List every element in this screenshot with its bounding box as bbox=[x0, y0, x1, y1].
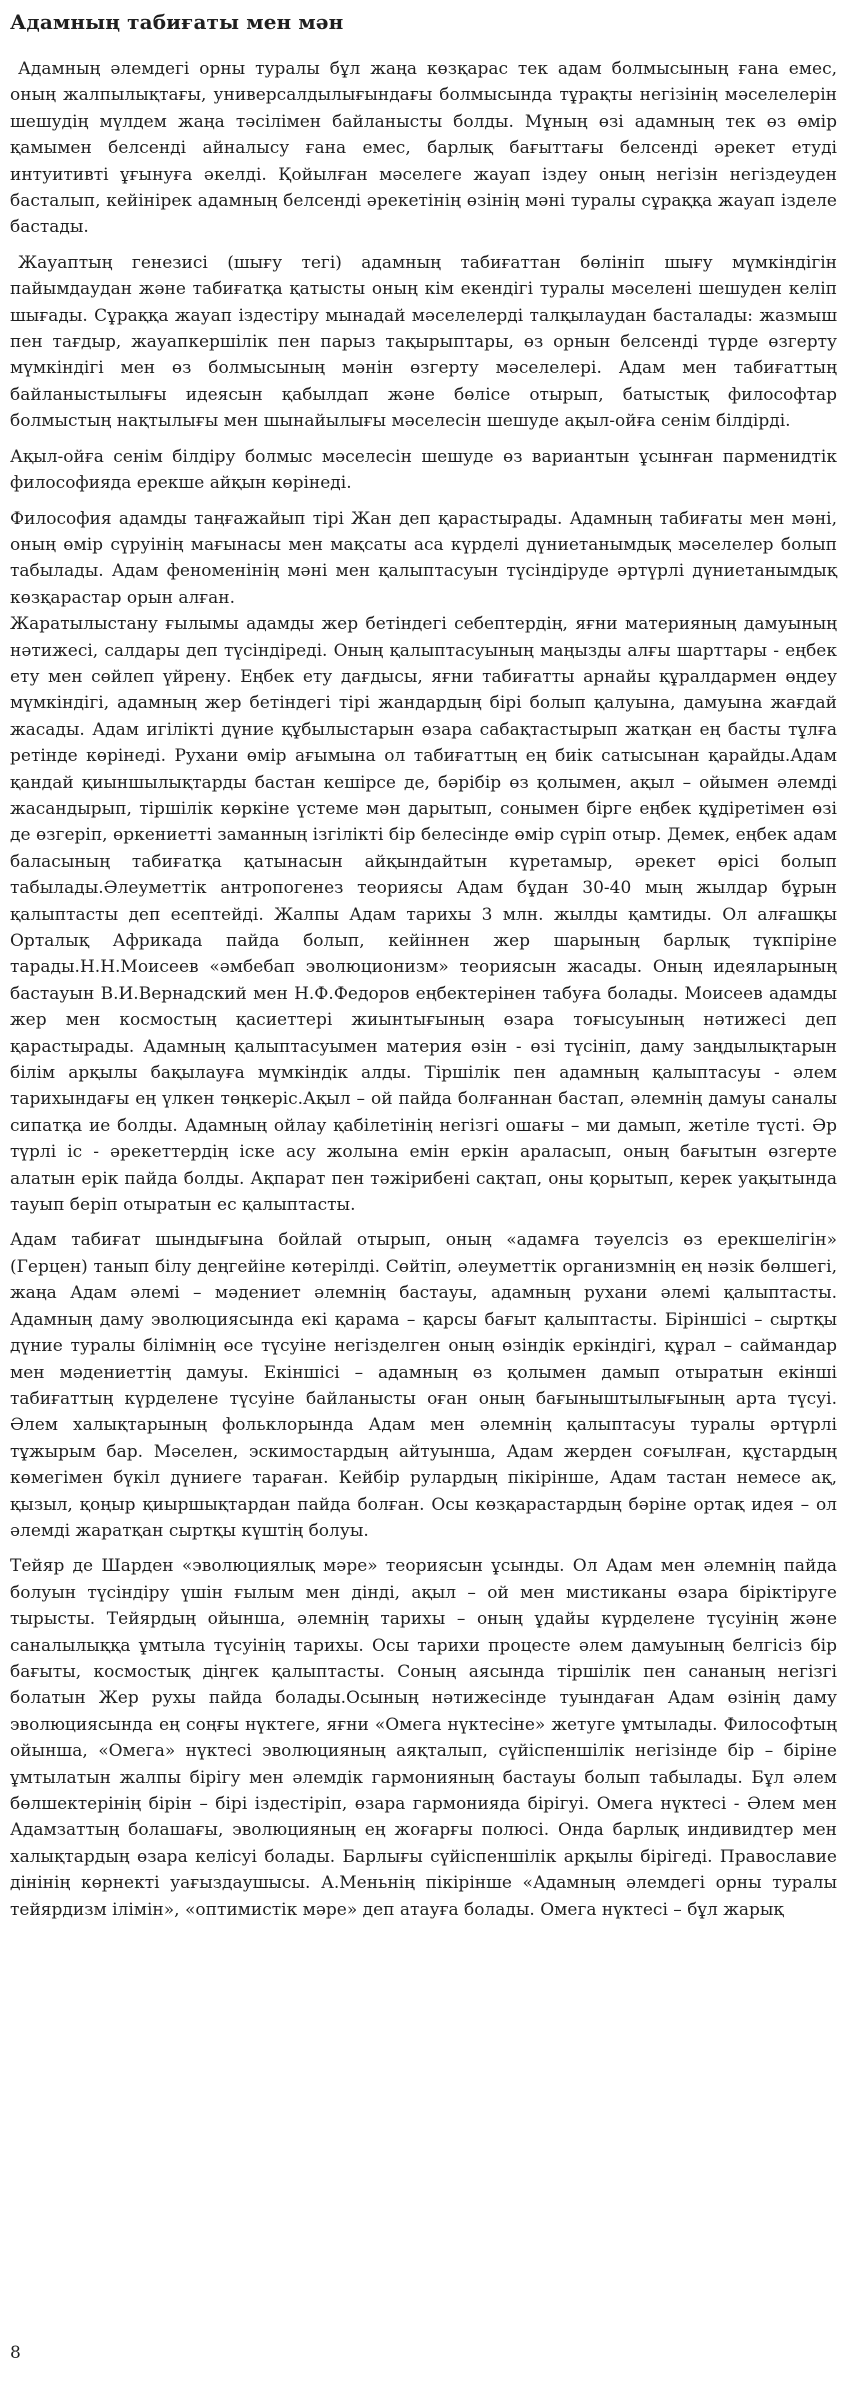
paragraph-6: Адам табиғат шындығына бойлай отырып, оның «адамға тәуелсіз өз ерекшелігін» (Герцен) танып білу деңгейіне көтерілді. Сөйтіп, әлеуметтік организмнің ең нәзік бөлшегі, жаңа Адам әлемі – мәдениет әлемнің бастауы, адамның рухани әлемі қалыптасты. Адамның даму эволюциясында екі қарама – қарсы бағыт қалыптасты. Біріншісі – сыртқы дүние туралы білімнің өсе түсуіне негізделген оның өзіндік еркіндігі, құрал – саймандар мен мәдениеттің дамуы. Екіншісі – адамның өз қолымен дамып отыратын екінші табиғаттың күрделене түсуіне байланысты оған оның бағыныштылығының арта түсуі. Әлем халықтарының фольклорында Адам мен әлемнің қалыптасуы туралы әртүрлі тұжырым бар. Мәселен, эскимостардың айтуынша, Адам жерден соғылған, құстардың көмегімен бүкіл дүниеге тараған. Кейбір рулардың пікірінше, Адам тастан немесе ақ, қызыл, қоңыр қиыршықтардан пайда болған. Осы көзқарастардың бәріне ортақ идея – ол әлемді жаратқан сыртқы күштің болуы. bbox=[10, 1230, 837, 1541]
document-title: Адамның табиғаты мен мән bbox=[10, 10, 344, 34]
page-number: 8 bbox=[10, 2343, 21, 2363]
paragraph-7: Тейяр де Шарден «эволюциялық мәре» теориясын ұсынды. Ол Адам мен әлемнің пайда болуын түсіндіру үшін ғылым мен дінді, ақыл – ой мен мистиканы өзара біріктіруге тырысты. Тейярдың ойынша, әлемнің тарихы – оның ұдайы күрделене түсуінің және саналылыққа ұмтыла түсуінің тарихы. Осы тарихи процесте әлем дамуының белгісіз бір бағыты, космостық діңгек қалыптасты. Соның аясында тіршілік пен сананың негізгі болатын Жер рухы пайда болады.Осының нәтижесінде туындаған Адам өзінің даму эволюциясында ең соңғы нүктеге, яғни «Омега нүктесіне» жетуге ұмтылады. Философтың ойынша, «Омега» нүктесі эволюцияның аяқталып, сүйіспеншілік негізінде бір – біріне ұмтылатын жалпы бірігу мен әлемдік гармонияның бастауы болып табылады. Бұл әлем бөлшектерінің бірін – бірі іздестіріп, өзара гармонияда бірігуі. Омега нүктесі - Әлем мен Адамзаттың болашағы, эволюцияның ең жоғарғы полюсі. Онда барлық индивидтер мен халықтардың өзара келісуі болады. Барлығы сүйіспеншілік арқылы бірігеді. Православие дінінің көрнекті уағыздаушысы. А.Меньнің пікірінше «Адамның әлемдегі орны туралы тейярдизм ілімін», «оптимистік мәре» деп атауға болады. Омега нүктесі – бұл жарық bbox=[10, 1556, 837, 1920]
paragraph-5: Жаратылыстану ғылымы адамды жер бетіндегі себептердің, яғни материяның дамуының нәтижесі, салдары деп түсіндіреді. Оның қалыптасуының маңызды алғы шарттары - еңбек ету мен сөйлеп үйрену. Еңбек ету дағдысы, яғни табиғатты арнайы құралдармен өңдеу мүмкіндігі, адамның жер бетіндегі тірі жандардың бірі болып қалуына, дамуына жағдай жасады. Адам игілікті дүние құбылыстарын өзара сабақтастырып жатқан ең басты тұлға ретінде көрінеді. Рухани өмір ағымына ол табиғаттың ең биік сатысынан қарайды.Адам қандай қиыншылықтарды бастан кешірсе де, бәрібір өз қолымен, ақыл – ойымен әлемді жасандырып, тіршілік көркіне үстеме мән дарытып, сонымен бірге еңбек құдіретімен өзі де өзгеріп, өркениетті заманның ізгілікті бір белесінде өмір сүріп отыр. Демек, еңбек адам баласының табиғатқа қатынасын айқындайтын күретамыр, әрекет өрісі болып табылады.Әлеуметтік антропогенез теориясы Адам бұдан 30-40 мың жылдар бұрын қалыптасты деп есептейді. Жалпы Адам тарихы 3 млн. жылды қамтиды. Ол алғашқы Орталық Африкада пайда болып, кейіннен жер шарының барлық түкпіріне тарады.Н.Н.Моисеев «әмбебап эволюционизм» теориясын жасады. Оның идеяларының бастауын В.И.Вернадский мен Н.Ф.Федоров еңбектерінен табуға болады. Моисеев адамды жер мен космостың қасиеттері жиынтығының өзара тоғысуының нәтижесі деп қарастырады. Адамның қалыптасуымен материя өзін - өзі түсініп, даму заңдылықтарын білім арқылы бақылауға мүмкіндік алды. Тіршілік пен адамның қалыптасуы - әлем тарихындағы ең үлкен төңкеріс.Ақыл – ой пайда болғаннан бастап, әлемнің дамуы саналы сипатқа ие болды. Адамның ойлау қабілетінің негізгі ошағы – ми дамып, жетіле түсті. Әр түрлі іс - әрекеттердің іске асу жолына емін еркін араласып, оның бағытын өзгерте алатын ерік пайда болды. Ақпарат пен тәжірибені сақтап, оны қорытып, керек уақытында тауып беріп отыратын ес қалыптасты. bbox=[10, 614, 837, 1216]
paragraph-4: Философия адамды таңғажайып тірі Жан деп қарастырады. Адамның табиғаты мен мәні, оның өмір сүруінің мағынасы мен мақсаты аса күрделі дүниетанымдық мәселелер болып табылады. Адам феноменінің мәні мен қалыптасуын түсіндіруде әртүрлі дүниетанымдық көзқарастар орын алған. bbox=[10, 508, 837, 608]
paragraph-3: Ақыл-ойға сенім білдіру болмыс мәселесін шешуде өз вариантын ұсынған парменидтік философияда ерекше айқын көрінеді. bbox=[10, 446, 837, 494]
paragraph-2: Жауаптың генезисі (шығу тегі) адамның табиғаттан бөлініп шығу мүмкіндігін пайымдаудан және табиғатқа қатысты оның кім екендігі туралы мәселені шешуден келіп шығады. Сұраққа жауап іздестіру мынадай мәселелерді талқылаудан басталады: жазмыш пен тағдыр, жауапкершілік пен парыз тақырыптары, өз орнын белсенді түрде өзгерту мүмкіндігі мен өз болмысының мәнін өзгерту мәселелері. Адам мен табиғаттың байланыстылығы идеясын қабылдап және бөлісе отырып, батыстық философтар болмыстың нақтылығы мен шынайылығы мәселесін шешуде ақыл-ойға сенім білдірді. bbox=[10, 252, 837, 432]
paragraph-1: Адамның әлемдегі орны туралы бұл жаңа көзқарас тек адам болмысының ғана емес, оның жалпылықтағы, универсалдылығындағы болмысында тұрақты негізінің мәселелерін шешудің мүлдем жаңа тәсілімен байланысты болды. Мұның өзі адамның тек өз өмір қамымен белсенді айналысу ғана емес, барлық бағыттағы белсенді әрекет етуді интуитивті ұғынуға әкелді. Қойылған мәселеге жауап іздеу оның негізін негіздеуден басталып, кейінірек адамның белсенді әрекетінің өзінің мәні туралы сұраққа жауап ізделе бастады. bbox=[10, 59, 837, 238]
